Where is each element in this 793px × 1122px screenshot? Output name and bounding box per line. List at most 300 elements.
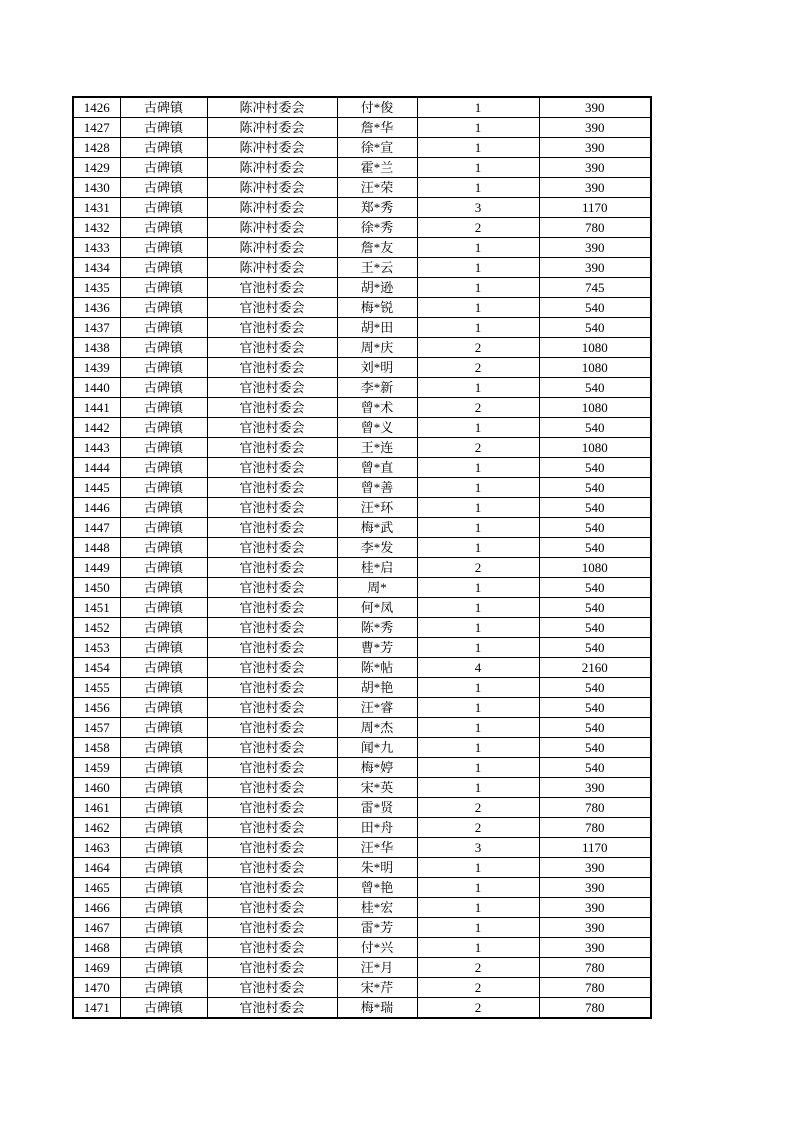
village-committee-cell: 官池村委会 bbox=[207, 698, 337, 718]
person-count-cell: 1 bbox=[417, 378, 539, 398]
row-number-cell: 1469 bbox=[73, 958, 120, 978]
table-row bbox=[73, 418, 651, 438]
town-cell: 古碑镇 bbox=[120, 138, 207, 158]
person-count-cell: 2 bbox=[417, 438, 539, 458]
amount-cell: 540 bbox=[539, 638, 651, 658]
row-number-cell: 1428 bbox=[73, 138, 120, 158]
village-committee-cell: 官池村委会 bbox=[207, 558, 337, 578]
row-number-cell: 1471 bbox=[73, 998, 120, 1019]
amount-cell: 540 bbox=[539, 618, 651, 638]
person-count-cell: 1 bbox=[417, 858, 539, 878]
table-row bbox=[73, 258, 651, 278]
person-count-cell: 1 bbox=[417, 618, 539, 638]
name-cell: 朱*明 bbox=[337, 858, 417, 878]
amount-cell: 745 bbox=[539, 278, 651, 298]
amount-cell: 780 bbox=[539, 818, 651, 838]
village-committee-cell: 陈冲村委会 bbox=[207, 138, 337, 158]
row-number-cell: 1455 bbox=[73, 678, 120, 698]
amount-cell: 780 bbox=[539, 958, 651, 978]
table-row bbox=[73, 858, 651, 878]
person-count-cell: 1 bbox=[417, 478, 539, 498]
table-row bbox=[73, 918, 651, 938]
person-count-cell: 1 bbox=[417, 638, 539, 658]
person-count-cell: 1 bbox=[417, 938, 539, 958]
table-row bbox=[73, 998, 651, 1019]
row-number-cell: 1453 bbox=[73, 638, 120, 658]
row-number-cell: 1459 bbox=[73, 758, 120, 778]
amount-cell: 540 bbox=[539, 378, 651, 398]
row-number-cell: 1458 bbox=[73, 738, 120, 758]
person-count-cell: 1 bbox=[417, 718, 539, 738]
village-committee-cell: 官池村委会 bbox=[207, 498, 337, 518]
name-cell: 曾*善 bbox=[337, 478, 417, 498]
village-committee-cell: 陈冲村委会 bbox=[207, 178, 337, 198]
amount-cell: 540 bbox=[539, 478, 651, 498]
town-cell: 古碑镇 bbox=[120, 758, 207, 778]
town-cell: 古碑镇 bbox=[120, 238, 207, 258]
village-committee-cell: 官池村委会 bbox=[207, 818, 337, 838]
person-count-cell: 4 bbox=[417, 658, 539, 678]
row-number-cell: 1429 bbox=[73, 158, 120, 178]
person-count-cell: 3 bbox=[417, 838, 539, 858]
amount-cell: 390 bbox=[539, 878, 651, 898]
person-count-cell: 1 bbox=[417, 518, 539, 538]
row-number-cell: 1435 bbox=[73, 278, 120, 298]
amount-cell: 540 bbox=[539, 698, 651, 718]
table-row bbox=[73, 598, 651, 618]
table-row bbox=[73, 398, 651, 418]
village-committee-cell: 官池村委会 bbox=[207, 938, 337, 958]
amount-cell: 1080 bbox=[539, 398, 651, 418]
person-count-cell: 1 bbox=[417, 118, 539, 138]
name-cell: 詹*华 bbox=[337, 118, 417, 138]
village-committee-cell: 官池村委会 bbox=[207, 338, 337, 358]
town-cell: 古碑镇 bbox=[120, 718, 207, 738]
person-count-cell: 2 bbox=[417, 818, 539, 838]
person-count-cell: 2 bbox=[417, 398, 539, 418]
table-row bbox=[73, 138, 651, 158]
row-number-cell: 1440 bbox=[73, 378, 120, 398]
town-cell: 古碑镇 bbox=[120, 97, 207, 118]
name-cell: 刘*明 bbox=[337, 358, 417, 378]
row-number-cell: 1461 bbox=[73, 798, 120, 818]
amount-cell: 540 bbox=[539, 738, 651, 758]
person-count-cell: 1 bbox=[417, 678, 539, 698]
town-cell: 古碑镇 bbox=[120, 978, 207, 998]
row-number-cell: 1464 bbox=[73, 858, 120, 878]
village-committee-cell: 官池村委会 bbox=[207, 838, 337, 858]
row-number-cell: 1441 bbox=[73, 398, 120, 418]
name-cell: 何*凤 bbox=[337, 598, 417, 618]
row-number-cell: 1436 bbox=[73, 298, 120, 318]
person-count-cell: 2 bbox=[417, 978, 539, 998]
data-table bbox=[72, 96, 652, 1019]
village-committee-cell: 陈冲村委会 bbox=[207, 118, 337, 138]
village-committee-cell: 官池村委会 bbox=[207, 638, 337, 658]
village-committee-cell: 官池村委会 bbox=[207, 418, 337, 438]
person-count-cell: 1 bbox=[417, 698, 539, 718]
name-cell: 周*庆 bbox=[337, 338, 417, 358]
amount-cell: 390 bbox=[539, 138, 651, 158]
village-committee-cell: 官池村委会 bbox=[207, 658, 337, 678]
village-committee-cell: 官池村委会 bbox=[207, 738, 337, 758]
village-committee-cell: 官池村委会 bbox=[207, 378, 337, 398]
town-cell: 古碑镇 bbox=[120, 318, 207, 338]
name-cell: 胡*艳 bbox=[337, 678, 417, 698]
town-cell: 古碑镇 bbox=[120, 198, 207, 218]
person-count-cell: 2 bbox=[417, 358, 539, 378]
amount-cell: 390 bbox=[539, 97, 651, 118]
table-row bbox=[73, 778, 651, 798]
row-number-cell: 1438 bbox=[73, 338, 120, 358]
person-count-cell: 2 bbox=[417, 218, 539, 238]
name-cell: 梅*锐 bbox=[337, 298, 417, 318]
amount-cell: 540 bbox=[539, 678, 651, 698]
town-cell: 古碑镇 bbox=[120, 418, 207, 438]
table-row bbox=[73, 338, 651, 358]
row-number-cell: 1427 bbox=[73, 118, 120, 138]
amount-cell: 390 bbox=[539, 158, 651, 178]
row-number-cell: 1437 bbox=[73, 318, 120, 338]
village-committee-cell: 官池村委会 bbox=[207, 858, 337, 878]
amount-cell: 780 bbox=[539, 998, 651, 1019]
table-row bbox=[73, 738, 651, 758]
village-committee-cell: 官池村委会 bbox=[207, 598, 337, 618]
table-row bbox=[73, 718, 651, 738]
table-body bbox=[73, 97, 651, 1018]
table-row bbox=[73, 238, 651, 258]
person-count-cell: 2 bbox=[417, 958, 539, 978]
amount-cell: 540 bbox=[539, 298, 651, 318]
amount-cell: 390 bbox=[539, 258, 651, 278]
person-count-cell: 1 bbox=[417, 418, 539, 438]
table-row bbox=[73, 798, 651, 818]
amount-cell: 390 bbox=[539, 118, 651, 138]
village-committee-cell: 官池村委会 bbox=[207, 518, 337, 538]
name-cell: 付*兴 bbox=[337, 938, 417, 958]
town-cell: 古碑镇 bbox=[120, 898, 207, 918]
town-cell: 古碑镇 bbox=[120, 678, 207, 698]
person-count-cell: 1 bbox=[417, 878, 539, 898]
town-cell: 古碑镇 bbox=[120, 598, 207, 618]
town-cell: 古碑镇 bbox=[120, 378, 207, 398]
name-cell: 梅*瑞 bbox=[337, 998, 417, 1019]
town-cell: 古碑镇 bbox=[120, 858, 207, 878]
amount-cell: 1080 bbox=[539, 338, 651, 358]
town-cell: 古碑镇 bbox=[120, 218, 207, 238]
amount-cell: 540 bbox=[539, 758, 651, 778]
amount-cell: 540 bbox=[539, 518, 651, 538]
amount-cell: 540 bbox=[539, 498, 651, 518]
person-count-cell: 1 bbox=[417, 578, 539, 598]
person-count-cell: 3 bbox=[417, 198, 539, 218]
amount-cell: 390 bbox=[539, 918, 651, 938]
name-cell: 汪*环 bbox=[337, 498, 417, 518]
table-row bbox=[73, 618, 651, 638]
person-count-cell: 1 bbox=[417, 898, 539, 918]
village-committee-cell: 官池村委会 bbox=[207, 398, 337, 418]
town-cell: 古碑镇 bbox=[120, 298, 207, 318]
name-cell: 曾*直 bbox=[337, 458, 417, 478]
row-number-cell: 1443 bbox=[73, 438, 120, 458]
name-cell: 桂*启 bbox=[337, 558, 417, 578]
town-cell: 古碑镇 bbox=[120, 538, 207, 558]
town-cell: 古碑镇 bbox=[120, 958, 207, 978]
village-committee-cell: 陈冲村委会 bbox=[207, 218, 337, 238]
name-cell: 李*新 bbox=[337, 378, 417, 398]
town-cell: 古碑镇 bbox=[120, 518, 207, 538]
village-committee-cell: 官池村委会 bbox=[207, 358, 337, 378]
amount-cell: 780 bbox=[539, 218, 651, 238]
village-committee-cell: 官池村委会 bbox=[207, 618, 337, 638]
amount-cell: 1080 bbox=[539, 558, 651, 578]
person-count-cell: 1 bbox=[417, 178, 539, 198]
village-committee-cell: 官池村委会 bbox=[207, 918, 337, 938]
table-row bbox=[73, 478, 651, 498]
town-cell: 古碑镇 bbox=[120, 118, 207, 138]
name-cell: 陈*秀 bbox=[337, 618, 417, 638]
amount-cell: 540 bbox=[539, 318, 651, 338]
town-cell: 古碑镇 bbox=[120, 838, 207, 858]
person-count-cell: 1 bbox=[417, 738, 539, 758]
row-number-cell: 1466 bbox=[73, 898, 120, 918]
amount-cell: 2160 bbox=[539, 658, 651, 678]
row-number-cell: 1444 bbox=[73, 458, 120, 478]
town-cell: 古碑镇 bbox=[120, 398, 207, 418]
town-cell: 古碑镇 bbox=[120, 818, 207, 838]
person-count-cell: 1 bbox=[417, 138, 539, 158]
table-row bbox=[73, 498, 651, 518]
row-number-cell: 1439 bbox=[73, 358, 120, 378]
town-cell: 古碑镇 bbox=[120, 658, 207, 678]
table-row bbox=[73, 378, 651, 398]
name-cell: 李*发 bbox=[337, 538, 417, 558]
village-committee-cell: 官池村委会 bbox=[207, 718, 337, 738]
amount-cell: 540 bbox=[539, 598, 651, 618]
row-number-cell: 1451 bbox=[73, 598, 120, 618]
amount-cell: 390 bbox=[539, 898, 651, 918]
town-cell: 古碑镇 bbox=[120, 178, 207, 198]
amount-cell: 390 bbox=[539, 238, 651, 258]
village-committee-cell: 官池村委会 bbox=[207, 998, 337, 1019]
name-cell: 胡*田 bbox=[337, 318, 417, 338]
row-number-cell: 1452 bbox=[73, 618, 120, 638]
table-row bbox=[73, 97, 651, 118]
town-cell: 古碑镇 bbox=[120, 578, 207, 598]
village-committee-cell: 官池村委会 bbox=[207, 978, 337, 998]
name-cell: 霍*兰 bbox=[337, 158, 417, 178]
table-row bbox=[73, 298, 651, 318]
town-cell: 古碑镇 bbox=[120, 358, 207, 378]
village-committee-cell: 陈冲村委会 bbox=[207, 238, 337, 258]
name-cell: 桂*宏 bbox=[337, 898, 417, 918]
village-committee-cell: 官池村委会 bbox=[207, 318, 337, 338]
town-cell: 古碑镇 bbox=[120, 558, 207, 578]
person-count-cell: 1 bbox=[417, 458, 539, 478]
amount-cell: 540 bbox=[539, 578, 651, 598]
name-cell: 汪*月 bbox=[337, 958, 417, 978]
village-committee-cell: 陈冲村委会 bbox=[207, 158, 337, 178]
table-row bbox=[73, 938, 651, 958]
person-count-cell: 2 bbox=[417, 338, 539, 358]
name-cell: 雷*芳 bbox=[337, 918, 417, 938]
village-committee-cell: 官池村委会 bbox=[207, 458, 337, 478]
amount-cell: 1080 bbox=[539, 358, 651, 378]
person-count-cell: 2 bbox=[417, 558, 539, 578]
name-cell: 宋*英 bbox=[337, 778, 417, 798]
row-number-cell: 1447 bbox=[73, 518, 120, 538]
name-cell: 梅*武 bbox=[337, 518, 417, 538]
row-number-cell: 1462 bbox=[73, 818, 120, 838]
table-row bbox=[73, 438, 651, 458]
name-cell: 汪*睿 bbox=[337, 698, 417, 718]
person-count-cell: 1 bbox=[417, 918, 539, 938]
name-cell: 付*俊 bbox=[337, 97, 417, 118]
amount-cell: 390 bbox=[539, 178, 651, 198]
person-count-cell: 1 bbox=[417, 778, 539, 798]
amount-cell: 540 bbox=[539, 538, 651, 558]
amount-cell: 390 bbox=[539, 858, 651, 878]
amount-cell: 540 bbox=[539, 718, 651, 738]
person-count-cell: 1 bbox=[417, 97, 539, 118]
name-cell: 宋*芹 bbox=[337, 978, 417, 998]
name-cell: 曾*术 bbox=[337, 398, 417, 418]
village-committee-cell: 官池村委会 bbox=[207, 478, 337, 498]
amount-cell: 1170 bbox=[539, 838, 651, 858]
person-count-cell: 1 bbox=[417, 538, 539, 558]
person-count-cell: 1 bbox=[417, 318, 539, 338]
table-row bbox=[73, 158, 651, 178]
village-committee-cell: 陈冲村委会 bbox=[207, 97, 337, 118]
town-cell: 古碑镇 bbox=[120, 798, 207, 818]
table-row bbox=[73, 958, 651, 978]
village-committee-cell: 陈冲村委会 bbox=[207, 258, 337, 278]
row-number-cell: 1433 bbox=[73, 238, 120, 258]
town-cell: 古碑镇 bbox=[120, 738, 207, 758]
name-cell: 闻*九 bbox=[337, 738, 417, 758]
table-row bbox=[73, 658, 651, 678]
row-number-cell: 1449 bbox=[73, 558, 120, 578]
table-row bbox=[73, 678, 651, 698]
amount-cell: 1080 bbox=[539, 438, 651, 458]
name-cell: 周*杰 bbox=[337, 718, 417, 738]
name-cell: 胡*逊 bbox=[337, 278, 417, 298]
town-cell: 古碑镇 bbox=[120, 258, 207, 278]
name-cell: 徐*秀 bbox=[337, 218, 417, 238]
table-row bbox=[73, 518, 651, 538]
row-number-cell: 1450 bbox=[73, 578, 120, 598]
village-committee-cell: 官池村委会 bbox=[207, 678, 337, 698]
table-row bbox=[73, 218, 651, 238]
row-number-cell: 1432 bbox=[73, 218, 120, 238]
table-row bbox=[73, 578, 651, 598]
row-number-cell: 1470 bbox=[73, 978, 120, 998]
name-cell: 曾*义 bbox=[337, 418, 417, 438]
person-count-cell: 1 bbox=[417, 498, 539, 518]
row-number-cell: 1463 bbox=[73, 838, 120, 858]
town-cell: 古碑镇 bbox=[120, 478, 207, 498]
town-cell: 古碑镇 bbox=[120, 438, 207, 458]
row-number-cell: 1460 bbox=[73, 778, 120, 798]
town-cell: 古碑镇 bbox=[120, 878, 207, 898]
person-count-cell: 1 bbox=[417, 278, 539, 298]
village-committee-cell: 官池村委会 bbox=[207, 898, 337, 918]
town-cell: 古碑镇 bbox=[120, 618, 207, 638]
town-cell: 古碑镇 bbox=[120, 938, 207, 958]
row-number-cell: 1467 bbox=[73, 918, 120, 938]
table-row bbox=[73, 538, 651, 558]
name-cell: 徐*宣 bbox=[337, 138, 417, 158]
town-cell: 古碑镇 bbox=[120, 998, 207, 1019]
amount-cell: 390 bbox=[539, 778, 651, 798]
village-committee-cell: 官池村委会 bbox=[207, 538, 337, 558]
name-cell: 雷*贤 bbox=[337, 798, 417, 818]
table-row bbox=[73, 558, 651, 578]
table-row bbox=[73, 358, 651, 378]
table-row bbox=[73, 698, 651, 718]
row-number-cell: 1457 bbox=[73, 718, 120, 738]
name-cell: 詹*友 bbox=[337, 238, 417, 258]
table-row bbox=[73, 278, 651, 298]
row-number-cell: 1430 bbox=[73, 178, 120, 198]
person-count-cell: 1 bbox=[417, 238, 539, 258]
table-row bbox=[73, 118, 651, 138]
table-row bbox=[73, 818, 651, 838]
table-row bbox=[73, 638, 651, 658]
town-cell: 古碑镇 bbox=[120, 778, 207, 798]
town-cell: 古碑镇 bbox=[120, 458, 207, 478]
row-number-cell: 1434 bbox=[73, 258, 120, 278]
town-cell: 古碑镇 bbox=[120, 638, 207, 658]
name-cell: 王*连 bbox=[337, 438, 417, 458]
name-cell: 王*云 bbox=[337, 258, 417, 278]
table-row bbox=[73, 898, 651, 918]
person-count-cell: 1 bbox=[417, 258, 539, 278]
village-committee-cell: 官池村委会 bbox=[207, 798, 337, 818]
person-count-cell: 2 bbox=[417, 798, 539, 818]
town-cell: 古碑镇 bbox=[120, 498, 207, 518]
name-cell: 汪*荣 bbox=[337, 178, 417, 198]
village-committee-cell: 官池村委会 bbox=[207, 778, 337, 798]
town-cell: 古碑镇 bbox=[120, 918, 207, 938]
village-committee-cell: 官池村委会 bbox=[207, 438, 337, 458]
amount-cell: 390 bbox=[539, 938, 651, 958]
village-committee-cell: 官池村委会 bbox=[207, 878, 337, 898]
row-number-cell: 1426 bbox=[73, 97, 120, 118]
table-row bbox=[73, 458, 651, 478]
name-cell: 周* bbox=[337, 578, 417, 598]
town-cell: 古碑镇 bbox=[120, 698, 207, 718]
table-row bbox=[73, 318, 651, 338]
table-row bbox=[73, 838, 651, 858]
name-cell: 陈*帖 bbox=[337, 658, 417, 678]
table-row bbox=[73, 178, 651, 198]
town-cell: 古碑镇 bbox=[120, 278, 207, 298]
row-number-cell: 1454 bbox=[73, 658, 120, 678]
name-cell: 郑*秀 bbox=[337, 198, 417, 218]
amount-cell: 1170 bbox=[539, 198, 651, 218]
row-number-cell: 1446 bbox=[73, 498, 120, 518]
row-number-cell: 1465 bbox=[73, 878, 120, 898]
table-row bbox=[73, 978, 651, 998]
person-count-cell: 1 bbox=[417, 158, 539, 178]
amount-cell: 540 bbox=[539, 418, 651, 438]
name-cell: 曹*芳 bbox=[337, 638, 417, 658]
table-row bbox=[73, 198, 651, 218]
amount-cell: 780 bbox=[539, 798, 651, 818]
name-cell: 曾*艳 bbox=[337, 878, 417, 898]
town-cell: 古碑镇 bbox=[120, 158, 207, 178]
